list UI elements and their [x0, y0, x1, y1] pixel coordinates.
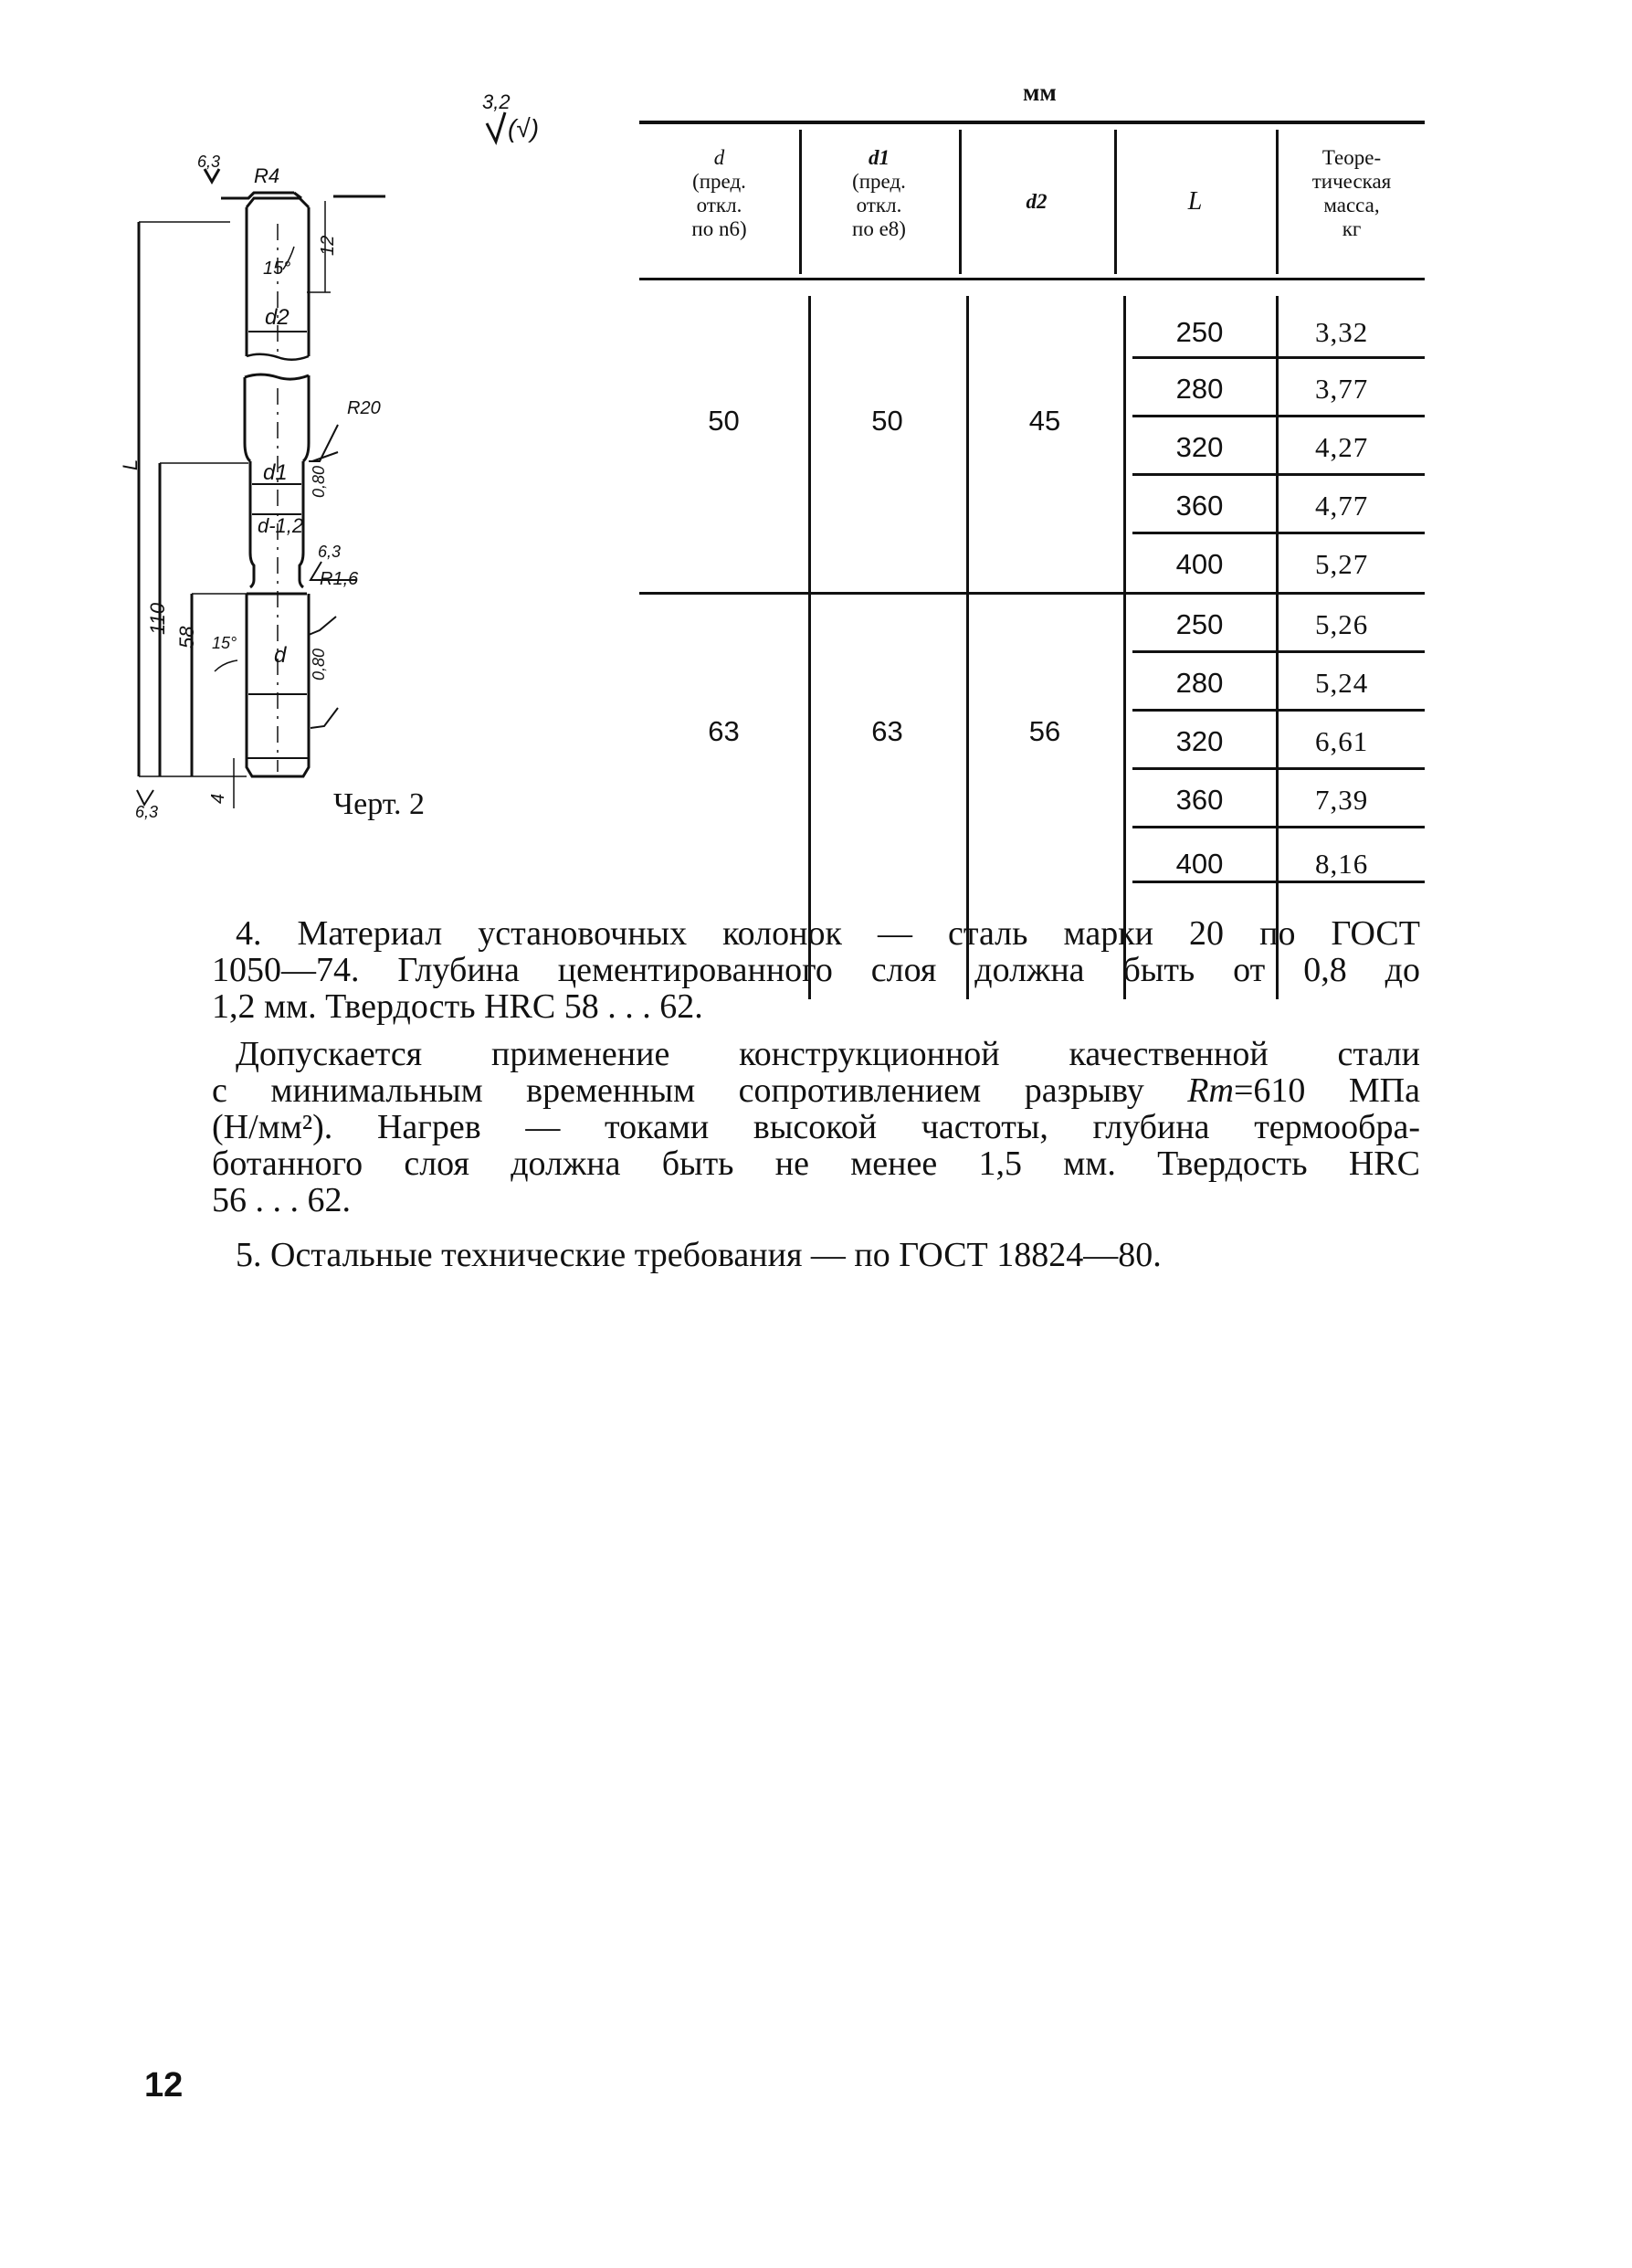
p5-line: 5. Остальные технические требования — по ГОСТ 18824—80.	[236, 1236, 1162, 1274]
table-cell-d1-group2: 63	[871, 715, 903, 747]
radius-r16-label: R1,6	[320, 569, 359, 589]
table-cell-mass: 5,26	[1315, 608, 1369, 640]
header-d1	[799, 146, 959, 241]
header-mass-line1: Теоре-	[1321, 146, 1382, 169]
dim-12-label: 12	[318, 235, 338, 256]
allow-line-5: 56 . . . 62.	[212, 1181, 351, 1219]
table-cell-L: 400	[1175, 548, 1224, 580]
dim-58-label: 58	[175, 626, 198, 649]
d-minus-label: d-1,2	[258, 514, 304, 537]
roughness-label-top: 3,2	[482, 90, 511, 113]
table-cell-L: 400	[1175, 848, 1224, 880]
allow-line-2a: с минимальным временным сопротивлением разрыву	[212, 1071, 1188, 1110]
dim-4-label: 4	[208, 793, 228, 804]
paragraph-4	[212, 915, 1420, 1025]
table-units: мм	[1023, 79, 1057, 106]
roughness-symbol-left	[205, 169, 219, 182]
allow-line-3: (Н/мм²). Нагрев — токами высокой частоты, глубина термообра-	[212, 1108, 1420, 1146]
table-cell-L: 250	[1175, 316, 1224, 348]
table-cell-L: 280	[1175, 667, 1224, 699]
table-cell-d-group1: 50	[708, 405, 740, 437]
table-cell-mass: 3,32	[1315, 316, 1369, 348]
radius-r4-label: R4	[254, 164, 280, 187]
page-number: 12	[144, 2066, 184, 2104]
header-d	[639, 146, 799, 241]
table-cell-mass: 4,77	[1315, 490, 1369, 522]
table-cell-mass: 6,61	[1315, 725, 1369, 757]
table-cell-L: 250	[1175, 608, 1224, 640]
header-mass	[1279, 146, 1425, 241]
angle-bottom-label: 15°	[212, 634, 237, 652]
header-d1-line1: (пред.	[852, 170, 906, 193]
p4-line-2: 1050—74. Глубина цементированного слоя должна быть от 0,8 до	[212, 951, 1420, 989]
table-cell-mass: 7,39	[1315, 784, 1369, 816]
p4-line-1: 4. Материал установочных колонок — сталь марки 20 по ГОСТ	[236, 914, 1420, 953]
roughness-080-label-b: 0,80	[310, 648, 328, 680]
dim-110-label: 110	[146, 602, 169, 635]
header-d-symbol: d	[713, 146, 725, 169]
allow-line-4: ботанного слоя должна быть не менее 1,5 мм. Твердость HRC	[212, 1145, 1420, 1183]
figure-caption: Черт. 2	[333, 787, 426, 821]
roughness-label-left: 6,3	[197, 153, 221, 171]
roughness-label-bottom: 6,3	[135, 803, 159, 821]
header-d1-line2: откл.	[856, 194, 902, 216]
table-cell-mass: 4,27	[1315, 431, 1369, 463]
roughness-label-63b: 6,3	[318, 543, 342, 561]
dimensions-table	[639, 117, 1425, 884]
table-cell-L: 280	[1175, 373, 1224, 405]
roughness-080-label-a: 0,80	[310, 465, 328, 498]
dim-L-label: L	[119, 459, 142, 470]
header-mass-line4: кг	[1342, 217, 1362, 240]
p4-line-3: 1,2 мм. Твердость HRC 58 . . . 62.	[212, 987, 703, 1026]
d2-label: d2	[265, 305, 290, 330]
table-cell-d2-group1: 45	[1028, 405, 1061, 437]
table-cell-d1-group1: 50	[871, 405, 903, 437]
header-d2: d2	[1026, 190, 1048, 213]
table-cell-d-group2: 63	[708, 715, 740, 747]
paragraph-5	[212, 1237, 1420, 1273]
table-cell-mass: 5,27	[1315, 548, 1369, 580]
header-L: L	[1187, 187, 1203, 216]
table-cell-mass: 8,16	[1315, 848, 1369, 880]
header-d-line3: по n6)	[691, 217, 747, 240]
angle-top-label: 15°	[263, 258, 291, 279]
table-cell-mass: 5,24	[1315, 667, 1369, 699]
paragraph-allowance	[212, 1036, 1420, 1218]
header-d-line1: (пред.	[692, 170, 746, 193]
table-cell-L: 320	[1175, 431, 1224, 463]
table-cell-mass: 3,77	[1315, 373, 1369, 405]
table-cell-L: 360	[1175, 490, 1224, 522]
allow-line-2	[212, 1072, 1420, 1109]
rm-symbol: Rm	[1187, 1071, 1234, 1110]
table-cell-d2-group2: 56	[1028, 715, 1061, 747]
allow-line-1: Допускается применение конструкционной качественной стали	[236, 1035, 1420, 1073]
header-mass-line2: тическая	[1311, 170, 1392, 193]
radius-r20-label: R20	[347, 398, 381, 418]
roughness-paren-label: (√)	[508, 114, 540, 142]
table-cell-L: 320	[1175, 725, 1224, 757]
roughness-symbol-top	[487, 112, 505, 142]
allow-line-2b: =610 МПа	[1233, 1071, 1420, 1110]
header-d1-symbol: d1	[869, 146, 890, 169]
table-cell-L: 360	[1175, 784, 1224, 816]
header-d-line2: откл.	[696, 194, 742, 216]
header-d1-line3: по e8)	[852, 217, 906, 240]
header-mass-line3: масса,	[1323, 194, 1380, 216]
d1-label: d1	[263, 460, 288, 485]
d-label: d	[274, 643, 287, 668]
